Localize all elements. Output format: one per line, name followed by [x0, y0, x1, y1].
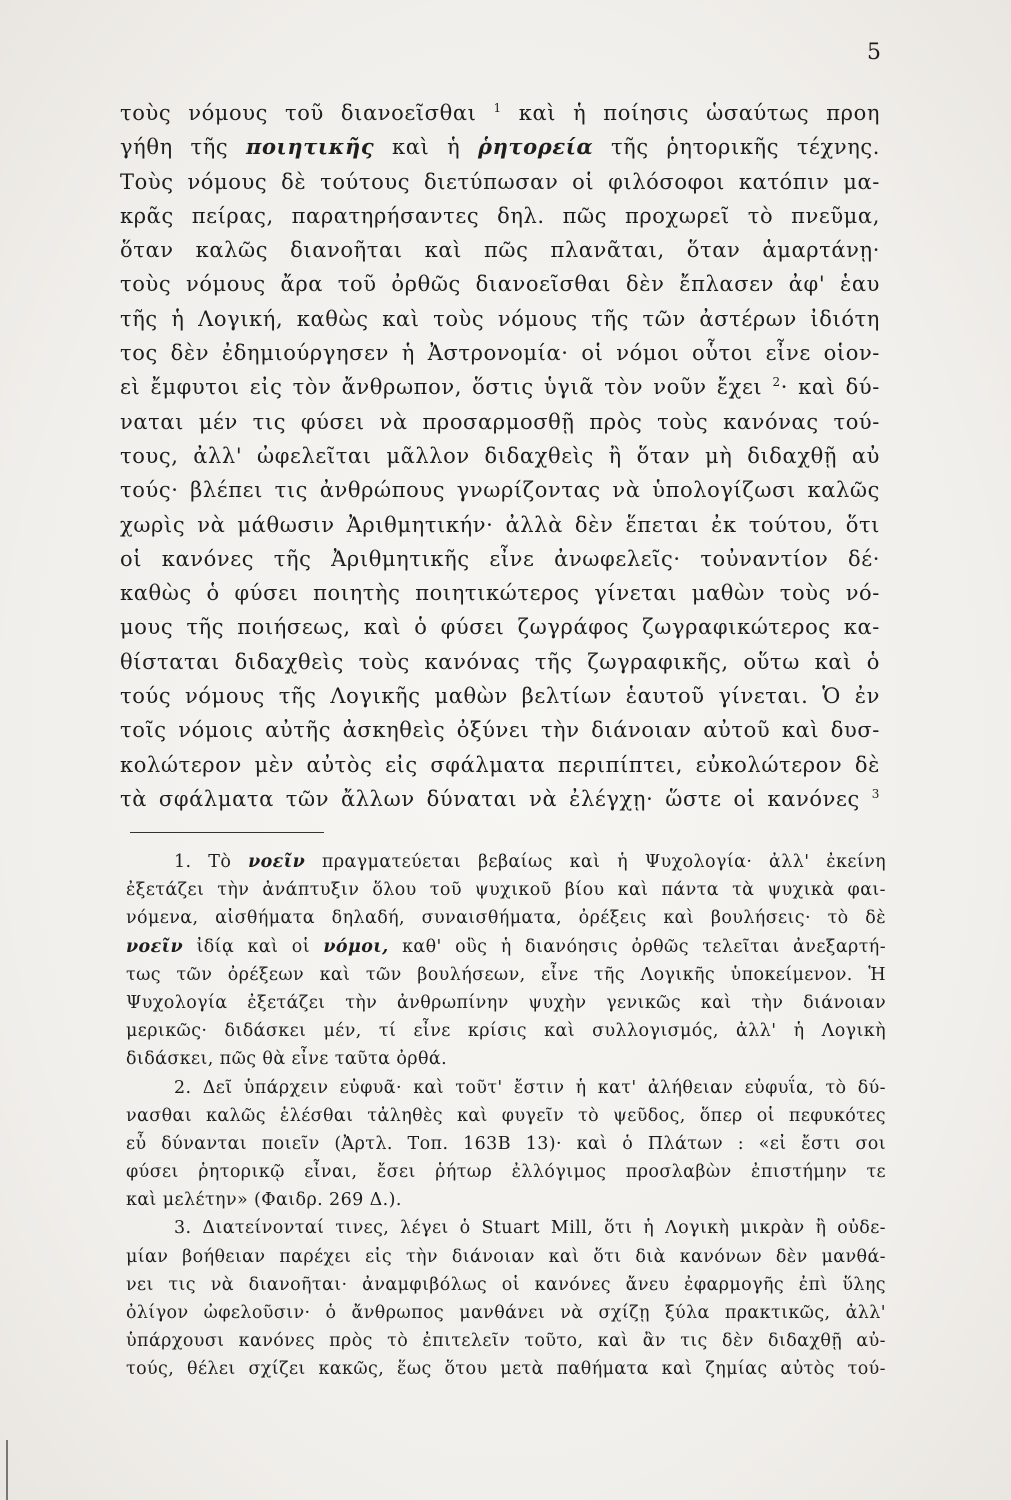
text-line: οἱ κανόνες τῆς Ἀριθμητικῆς εἶνε ἀνωφελεῖς· τοὐναντίον δέ·: [120, 546, 880, 571]
text-line: κολώτερον μὲν αὐτὸς εἰς σφάλματα περιπίπτει, εὐκολώτερον δὲ: [120, 752, 880, 777]
text-line: εὶ ἔμφυτοι εἰς τὸν ἄνθρωπον, ὅστις ὑγιᾶ τὸν νοῦν ἔχει $^2$· καὶ δύ-: [120, 375, 880, 400]
text-line: θίσταται διδαχθεὶς τοὺς κανόνας τῆς ζωγραφικῆς, οὕτω καὶ ὁ: [120, 649, 880, 674]
main-text: [120, 96, 880, 816]
footnote-ref-1: 1: [493, 101, 502, 115]
footnote-3-line: τούς, θέλει σχίζει κακῶς, ἕως ὅτου μετὰ παθήματα καὶ ζημίας αὐτὸς τού-: [126, 1359, 886, 1380]
footnote-1-line: τως τῶν ὀρέξεων καὶ τῶν βουλήσεων, εἶνε τῆς Λογικῆς ὑποκείμενον. Ἡ: [126, 964, 886, 985]
text-line: γήθη τῆς ποιητικῆς καὶ ἡ ῥητορεία τῆς ῥητορικῆς τέχνης.: [120, 134, 880, 160]
emphasis-term: ῥητορεία: [478, 134, 594, 160]
emphasis-term: νοεῖν: [126, 936, 184, 957]
footnote-ref-3: 3: [871, 786, 880, 801]
footnote-separator: [130, 832, 324, 833]
footnotes: [126, 848, 886, 1384]
text-line: Τοὺς νόμους δὲ τούτους διετύπωσαν οἱ φιλόσοφοι κατόπιν μα-: [120, 169, 880, 194]
footnote-1-line: μερικῶς· διδάσκει μέν, τί εἶνε κρίσις καὶ συλλογισμός, ἀλλ' ἡ Λογικὴ: [126, 1021, 886, 1042]
text-line: τῆς ἡ Λογική, καθὼς καὶ τοὺς νόμους τῆς τῶν ἀστέρων ἰδιότη: [120, 306, 880, 331]
text-line: τοῖς νόμοις αὐτῆς ἀσκηθεὶς ὀξύνει τὴν διάνοιαν αὐτοῦ καὶ δυσ-: [120, 718, 880, 743]
text-line: τοὺς νόμους τοῦ διανοεῖσθαι $^1$ καὶ ἡ ποίησις ὡσαύτως προη: [120, 101, 880, 125]
footnote-1-line: Ψυχολογία ἐξετάζει τὴν ἀνθρωπίνην ψυχὴν γενικῶς καὶ τὴν διάνοιαν: [126, 992, 886, 1013]
footnote-2-line: νασθαι καλῶς ἑλέσθαι τἀληθὲς καὶ φυγεῖν τὸ ψεῦδος, ὅπερ οἱ πεφυκότες: [126, 1105, 886, 1126]
footnote-1-line: ἐξετάζει τὴν ἀνάπτυξιν ὅλου τοῦ ψυχικοῦ βίου καὶ πάντα τὰ ψυχικὰ φαι-: [126, 880, 886, 901]
footnote-3-line: μίαν βοήθειαν παρέχει εἰς τὴν διάνοιαν καὶ ὅτι διὰ κανόνων δὲν μανθά-: [126, 1246, 886, 1267]
footnote-2-line: εὖ δύνανται ποιεῖν (Ἀρτλ. Τοπ. 163Β 13)· καὶ ὁ Πλάτων : «εἰ ἔστι σοι: [126, 1133, 886, 1154]
footnote-1-line: διδάσκει, πῶς θὰ εἶνε ταῦτα ὀρθά.: [126, 1049, 448, 1070]
emphasis-term: νόμοι,: [323, 936, 389, 957]
text-line: χωρὶς νὰ μάθωσιν Ἀριθμητικήν· ἀλλὰ δὲν ἕπεται ἐκ τούτου, ὅτι: [120, 512, 880, 537]
footnote-3-line: ὑπάρχουσι κανόνες πρὸς τὸ ἐπιτελεῖν τοῦτο, καὶ ἂν τις δὲν διδαχθῇ αὐ-: [126, 1331, 886, 1352]
emphasis-term: νοεῖν: [248, 852, 306, 872]
text-line: τοὺς νόμους ἄρα τοῦ ὀρθῶς διανοεῖσθαι δὲν ἔπλασεν ἀφ' ἑαυ: [120, 272, 880, 297]
footnote-ref-2: 2: [772, 375, 781, 390]
text-line: τούς· βλέπει τις ἀνθρώπους γνωρίζοντας νὰ ὑπολογίζωσι καλῶς: [120, 478, 880, 503]
footnote-2-line: 2. Δεῖ ὑπάρχειν εὐφυᾶ· καὶ τοῦτ' ἔστιν ἡ κατ' ἀλήθειαν εὐφυΐα, τὸ δύ-: [174, 1077, 886, 1098]
text-line: τος δὲν ἐδημιούργησεν ἡ Ἀστρονομία· οἱ νόμοι οὗτοι εἶνε οἱον-: [120, 341, 880, 366]
text-line: ὅταν καλῶς διανοῆται καὶ πῶς πλανᾶται, ὅταν ἁμαρτάνῃ·: [120, 238, 880, 263]
footnote-2-line: καὶ μελέτην» (Φαιδρ. 269 Δ.).: [126, 1190, 402, 1211]
page-number: 5: [867, 40, 882, 65]
footnote-2-line: φύσει ῥητορικῷ εἶναι, ἔσει ῥήτωρ ἐλλόγιμος προσλαβὼν ἐπιστήμην τε: [126, 1162, 886, 1183]
text-line: καθὼς ὁ φύσει ποιητὴς ποιητικώτερος γίνεται μαθὼν τοὺς νό-: [120, 581, 880, 606]
footnote-3-line: νει τις νὰ διανοῆται· ἀναμφιβόλως οἱ κανόνες ἄνευ ἐφαρμογῆς ἐπὶ ὕλης: [126, 1274, 886, 1295]
footnote-1-line: νοεῖν ἰδίᾳ καὶ οἱ νόμοι, καθ' οὓς ἡ διανόησις ὀρθῶς τελεῖται ἀνεξαρτή-: [126, 936, 886, 957]
text-line: τούς νόμους τῆς Λογικῆς μαθὼν βελτίων ἑαυτοῦ γίνεται. Ὁ ἐν: [120, 684, 880, 709]
text-line: μους τῆς ποιήσεως, καὶ ὁ φύσει ζωγράφος ζωγραφικώτερος κα-: [120, 615, 880, 640]
footnote-1-line: 1. Τὸ νοεῖν πραγματεύεται βεβαίως καὶ ἡ Ψυχολογία· ἀλλ' ἐκείνη: [174, 852, 886, 872]
text-line: ναται μέν τις φύσει νὰ προσαρμοσθῇ πρὸς τοὺς κανόνας τού-: [120, 409, 880, 434]
page-edge-rule: [6, 1440, 8, 1500]
text-line: τους, ἀλλ' ὠφελεῖται μᾶλλον διδαχθεὶς ἢ ὅταν μὴ διδαχθῇ αὐ: [120, 443, 880, 468]
footnote-3-line: ὀλίγον ὠφελοῦσιν· ὁ ἄνθρωπος μανθάνει νὰ σχίζῃ ξύλα πρακτικῶς, ἀλλ': [126, 1303, 886, 1323]
text-line: κρᾶς πείρας, παρατηρήσαντες δηλ. πῶς προχωρεῖ τὸ πνεῦμα,: [120, 203, 880, 228]
text-line: τὰ σφάλματα τῶν ἄλλων δύναται νὰ ἐλέγχῃ· ὥστε οἱ κανόνες $^3$: [120, 786, 880, 811]
footnote-1-line: νόμενα, αἰσθήματα δηλαδή, συναισθήματα, ὀρέξεις καὶ βουλήσεις· τὸ δὲ: [126, 908, 886, 929]
emphasis-term: ποιητικῆς: [245, 134, 375, 160]
footnote-3-line: 3. Διατείνονταί τινες, λέγει ὁ Stuart Mill, ὅτι ἡ Λογικὴ μικρὰν ἢ οὐδε-: [174, 1218, 886, 1239]
